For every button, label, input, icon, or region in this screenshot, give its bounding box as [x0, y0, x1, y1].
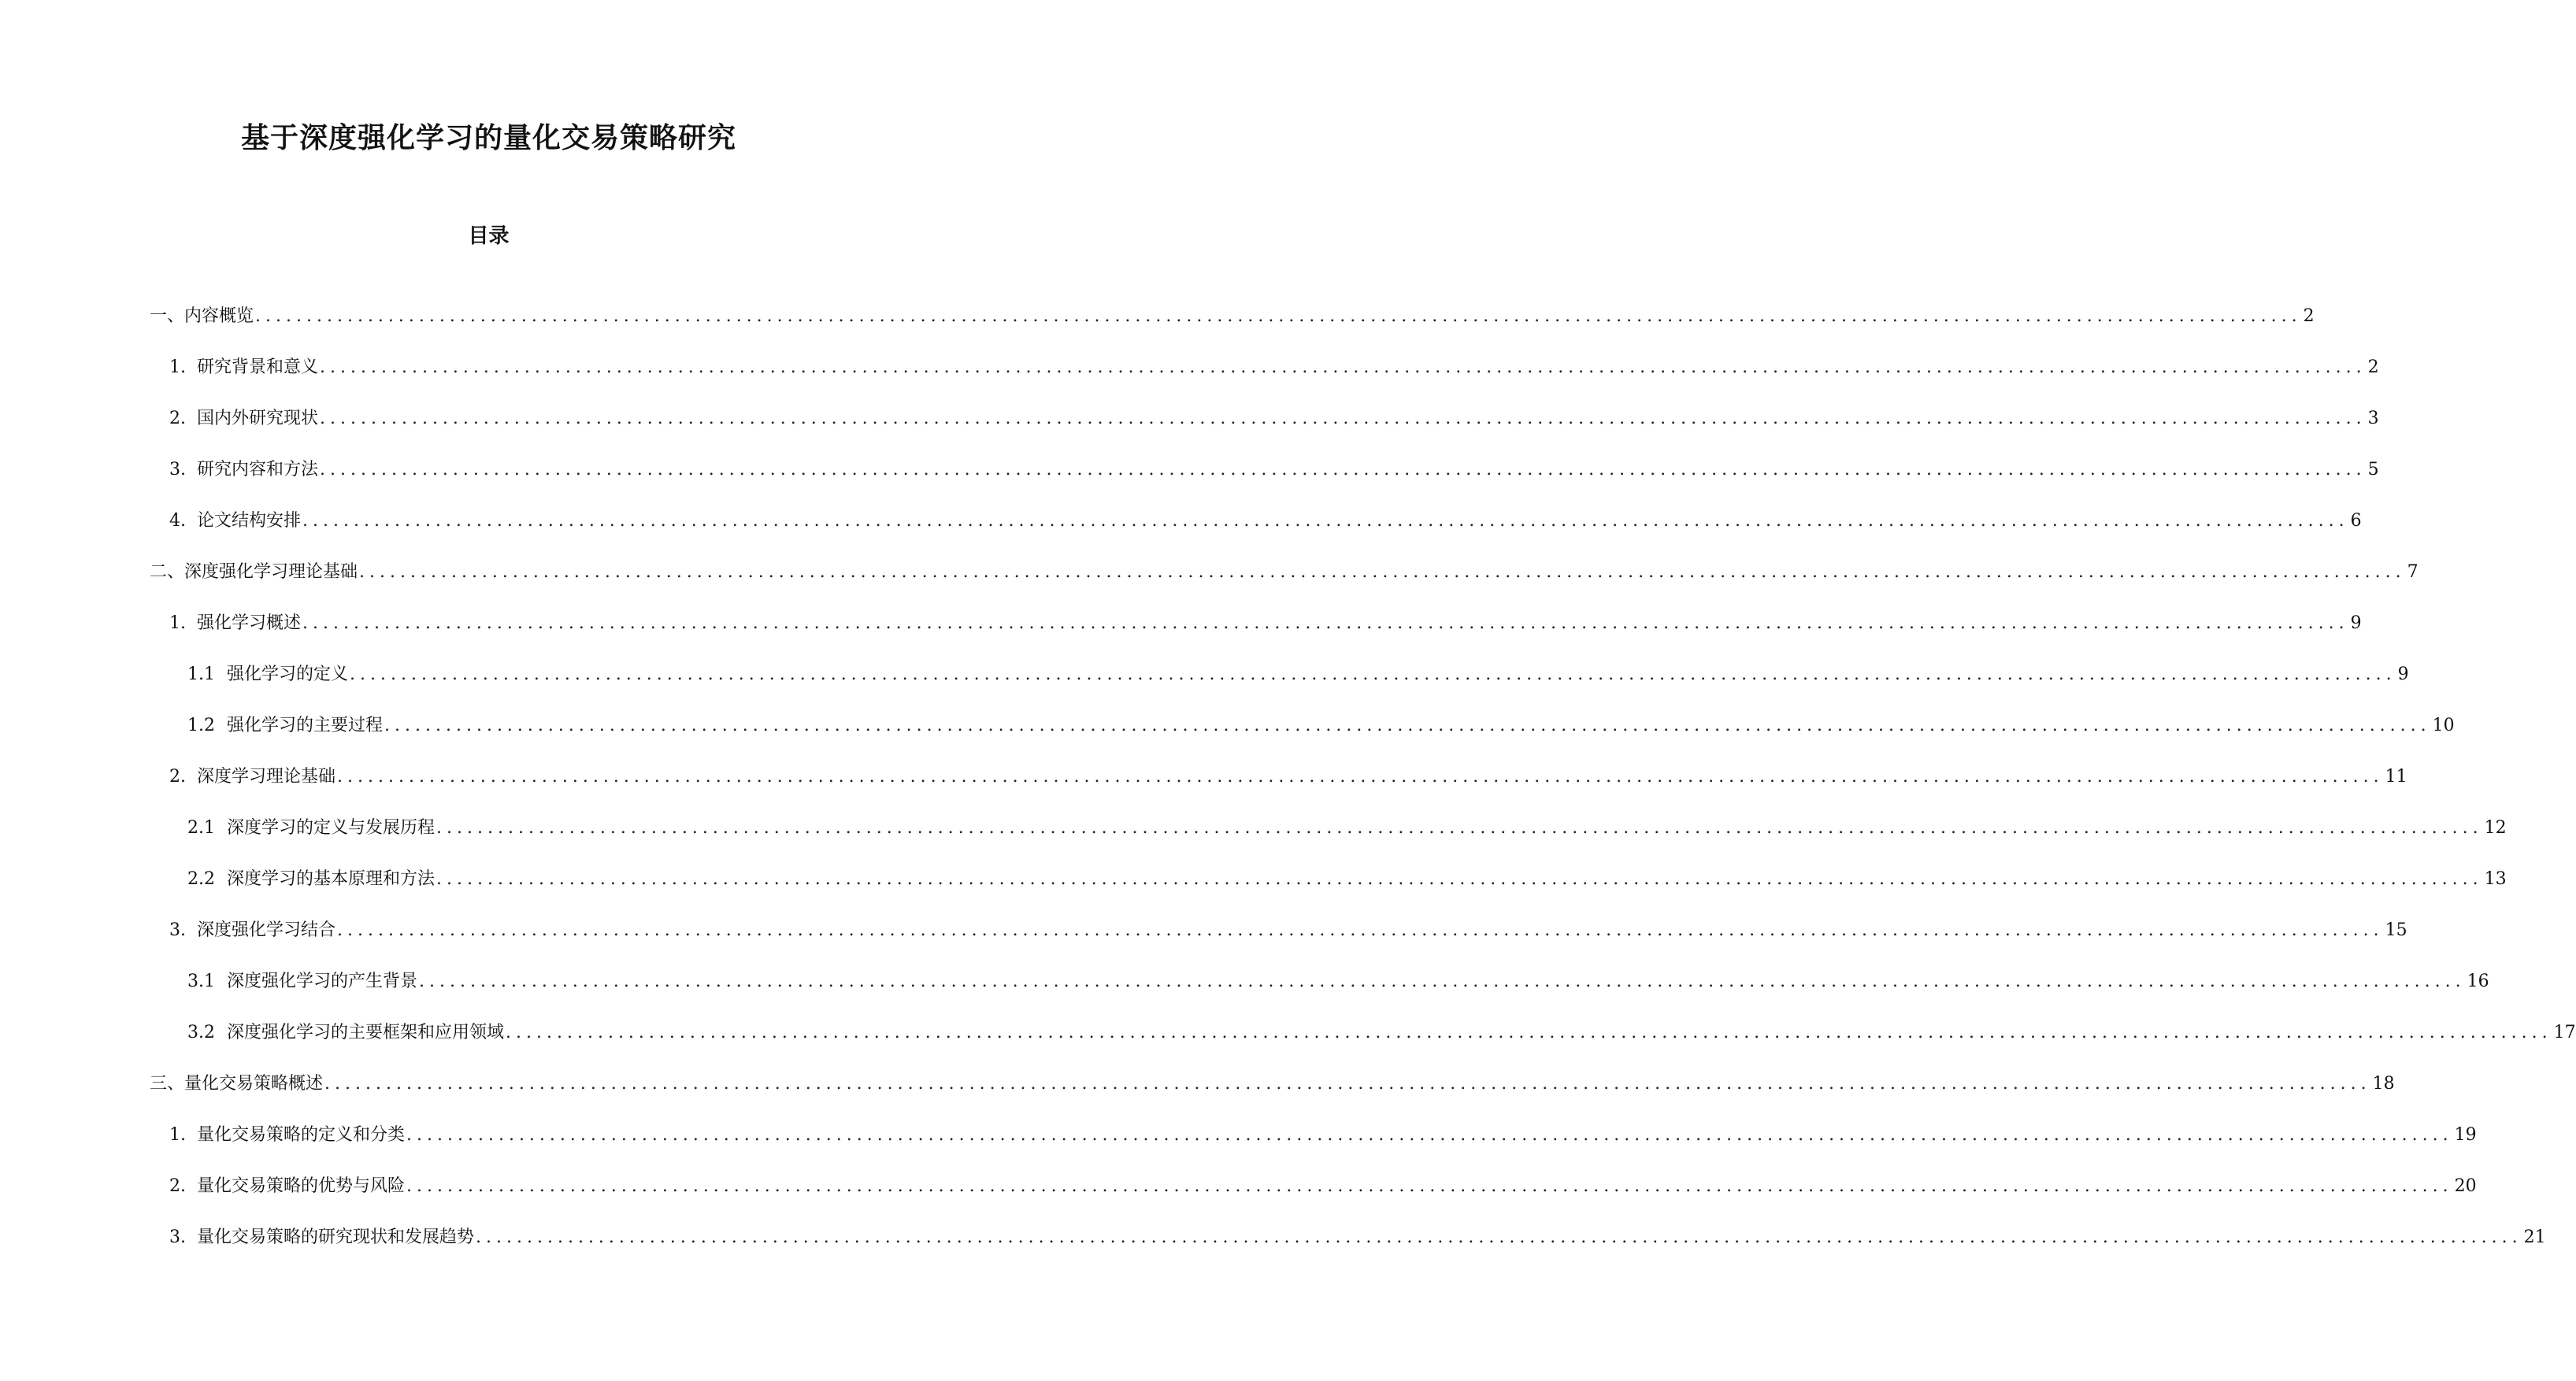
toc-entry-number: 4. [169, 511, 186, 531]
toc-dot-leader: ........................................................................................................................................................................................................ [436, 869, 2483, 889]
toc-entry-label: 深度强化学习的主要框架和应用领域 [227, 1023, 505, 1042]
toc-entry-label: 一、内容概览 [150, 306, 254, 326]
toc-page-number: 3 [2367, 409, 2379, 428]
toc-entry-number: 3. [169, 920, 186, 940]
toc-entry[interactable] [169, 1172, 2477, 1224]
toc-entry-label: 强化学习的主要过程 [227, 716, 384, 735]
toc-entry-number: 2. [169, 409, 186, 428]
toc-entry-number: 1. [169, 1125, 186, 1145]
toc-page-number: 11 [2385, 767, 2407, 787]
toc-entry[interactable] [169, 1121, 2477, 1172]
toc-entry-number: 3. [169, 1227, 186, 1247]
toc-dot-leader: ........................................................................................................................................................................................................ [419, 972, 2466, 991]
toc-entry[interactable] [187, 814, 2507, 865]
toc-page-number: 5 [2367, 460, 2379, 479]
toc-dot-leader: ........................................................................................................................................................................................................ [436, 818, 2483, 838]
toc-entry-number: 2. [169, 767, 186, 787]
toc-entry-label: 三、量化交易策略概述 [150, 1074, 324, 1094]
toc-page-number: 2 [2367, 357, 2379, 377]
toc-entry-number: 1.1 [187, 665, 215, 684]
toc-entry[interactable] [169, 354, 2379, 405]
toc-dot-leader: ........................................................................................................................................................................................................ [384, 716, 2431, 735]
toc-entry-number: 1.2 [187, 716, 215, 735]
toc-page-number: 21 [2523, 1227, 2546, 1247]
toc-entry-number: 2. [169, 1176, 186, 1196]
toc-entry-label: 深度学习的定义与发展历程 [227, 818, 436, 838]
toc-entry[interactable] [169, 916, 2407, 968]
toc-page-number: 9 [2350, 613, 2362, 633]
toc-dot-leader: ........................................................................................................................................................................................................ [320, 460, 2367, 479]
toc-entry-label: 量化交易策略的研究现状和发展趋势 [197, 1227, 475, 1247]
toc-entry[interactable] [150, 558, 2418, 609]
toc-page-number: 7 [2407, 562, 2418, 582]
toc-page-number: 10 [2432, 716, 2455, 735]
toc-entry-number: 1. [169, 357, 186, 377]
toc-entry-label: 研究背景和意义 [197, 357, 319, 377]
toc-page-number: 13 [2484, 869, 2507, 889]
toc-page-number: 16 [2467, 972, 2489, 991]
toc-dot-leader: ........................................................................................................................................................................................................ [320, 409, 2367, 428]
toc-entry-label: 研究内容和方法 [197, 460, 319, 479]
toc-entry[interactable] [187, 968, 2489, 1019]
toc-page-number: 19 [2454, 1125, 2477, 1145]
toc-page-number: 18 [2372, 1074, 2395, 1094]
toc-entry-label: 论文结构安排 [197, 511, 302, 531]
toc-page-number: 15 [2385, 920, 2407, 940]
toc-entry[interactable] [187, 661, 2409, 712]
toc-dot-leader: ........................................................................................................................................................................................................ [350, 665, 2396, 684]
toc-dot-leader: ........................................................................................................................................................................................................ [337, 767, 2384, 787]
toc-dot-leader: ........................................................................................................................................................................................................ [506, 1023, 2552, 1042]
toc-dot-leader: ........................................................................................................................................................................................................ [406, 1125, 2453, 1145]
toc-entry-label: 国内外研究现状 [197, 409, 319, 428]
toc-page-number: 12 [2484, 818, 2507, 838]
toc-entry-label: 强化学习概述 [197, 613, 302, 633]
toc-entry[interactable] [187, 712, 2455, 763]
toc-entry-number: 2.1 [187, 818, 215, 838]
toc-entry[interactable] [187, 1019, 2576, 1070]
toc-entry-number: 3.2 [187, 1023, 215, 1042]
toc-dot-leader: ........................................................................................................................................................................................................ [255, 306, 2302, 326]
toc-dot-leader: ........................................................................................................................................................................................................ [406, 1176, 2453, 1196]
toc-entry[interactable] [150, 302, 2315, 354]
toc-page-number: 17 [2553, 1023, 2576, 1042]
toc-entry[interactable] [187, 865, 2507, 916]
toc-entry[interactable] [169, 507, 2362, 558]
toc-entry[interactable] [169, 405, 2379, 456]
document-title: 基于深度强化学习的量化交易策略研究 [240, 122, 736, 154]
toc-dot-leader: ........................................................................................................................................................................................................ [302, 613, 2349, 633]
toc-entry[interactable] [169, 456, 2379, 507]
toc-entry-number: 3. [169, 460, 186, 479]
toc-dot-leader: ........................................................................................................................................................................................................ [320, 357, 2367, 377]
table-of-contents [0, 302, 2576, 1275]
toc-entry-label: 深度强化学习结合 [197, 920, 336, 940]
toc-heading: 目录 [468, 224, 510, 248]
toc-entry-number: 1. [169, 613, 186, 633]
toc-entry-label: 深度强化学习的产生背景 [227, 972, 418, 991]
toc-entry-label: 强化学习的定义 [227, 665, 349, 684]
toc-entry-number: 3.1 [187, 972, 215, 991]
toc-page-number: 9 [2397, 665, 2409, 684]
toc-entry-label: 量化交易策略的定义和分类 [197, 1125, 406, 1145]
toc-entry-label: 深度学习的基本原理和方法 [227, 869, 436, 889]
toc-dot-leader: ........................................................................................................................................................................................................ [324, 1074, 2371, 1094]
toc-entry[interactable] [169, 763, 2407, 814]
toc-entry-label: 深度学习理论基础 [197, 767, 336, 787]
toc-page-number: 2 [2303, 306, 2315, 326]
toc-entry[interactable] [169, 1224, 2546, 1275]
toc-dot-leader: ........................................................................................................................................................................................................ [359, 562, 2406, 582]
toc-page-number: 20 [2454, 1176, 2477, 1196]
toc-dot-leader: ........................................................................................................................................................................................................ [337, 920, 2384, 940]
toc-entry-number: 2.2 [187, 869, 215, 889]
toc-entry-label: 量化交易策略的优势与风险 [197, 1176, 406, 1196]
toc-entry-label: 二、深度强化学习理论基础 [150, 562, 358, 582]
toc-dot-leader: ........................................................................................................................................................................................................ [302, 511, 2349, 531]
toc-entry[interactable] [150, 1070, 2395, 1121]
toc-page-number: 6 [2350, 511, 2362, 531]
toc-entry[interactable] [169, 609, 2362, 661]
toc-dot-leader: ........................................................................................................................................................................................................ [476, 1227, 2522, 1247]
